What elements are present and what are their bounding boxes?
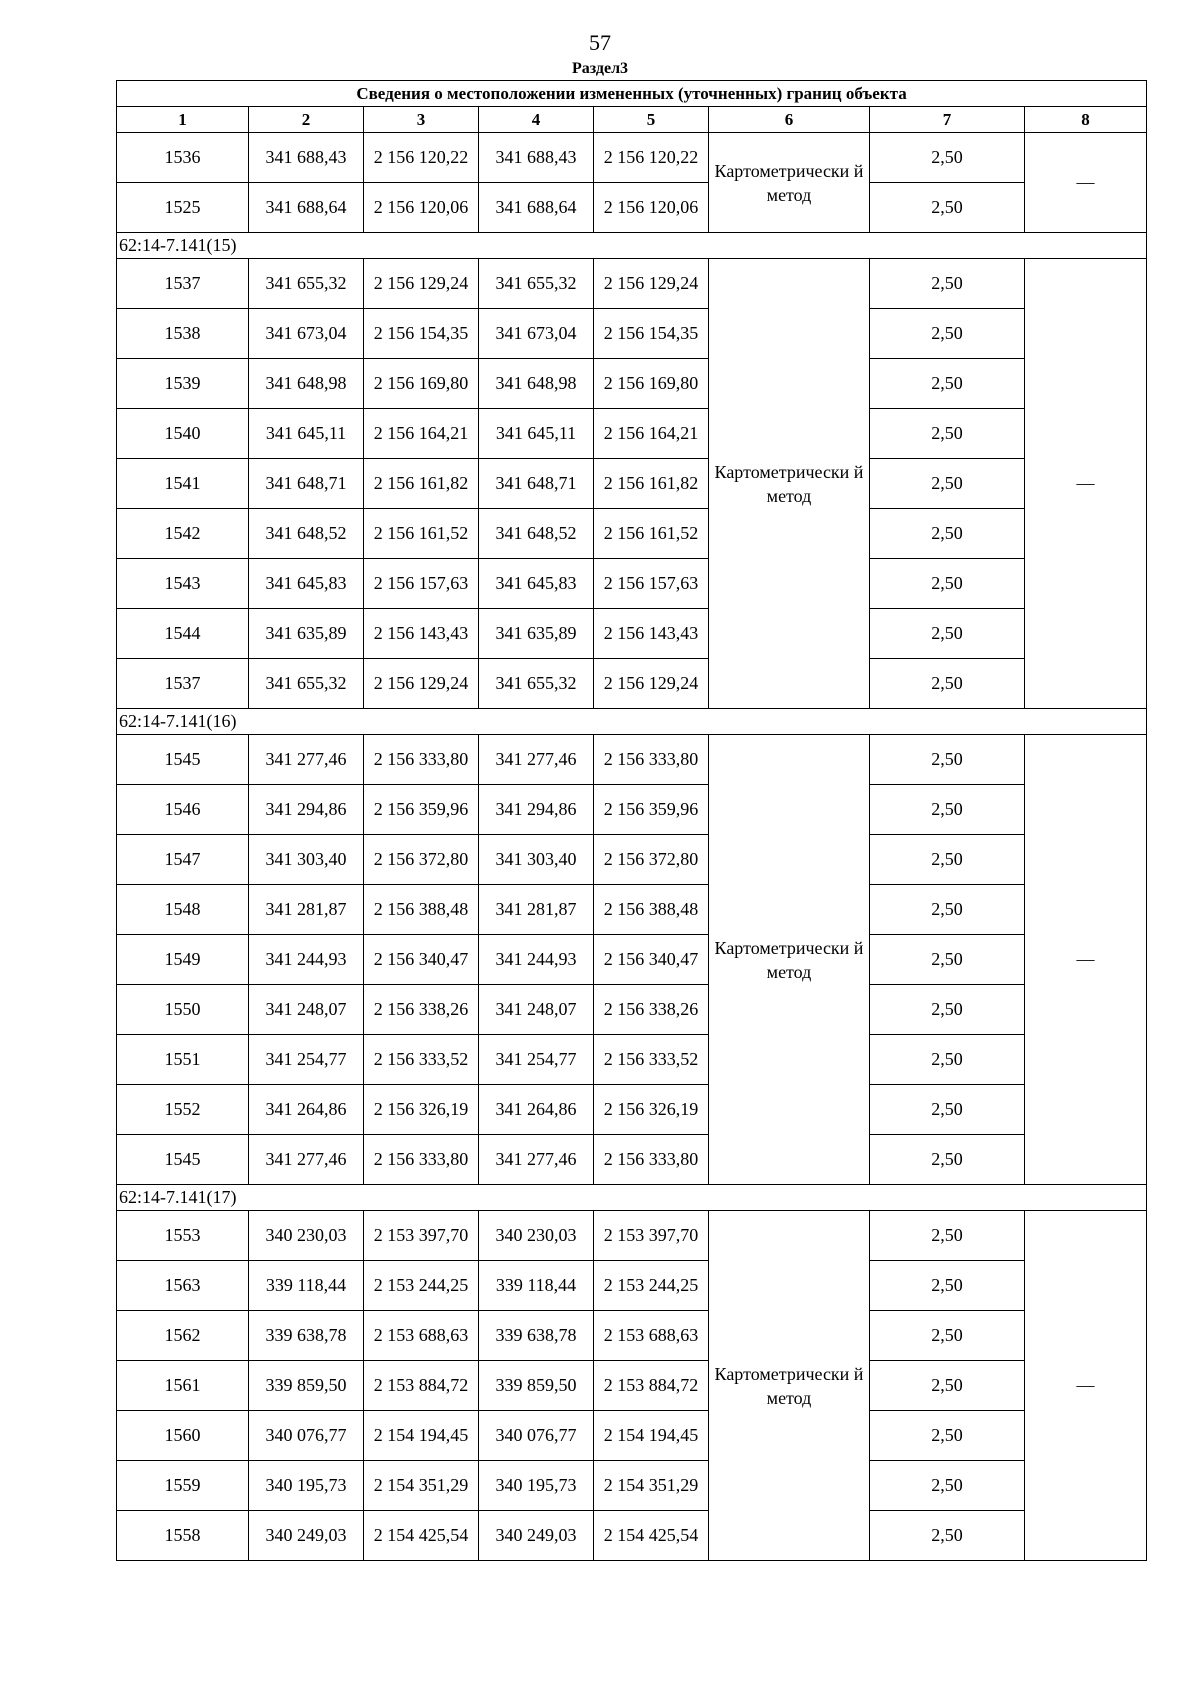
y-new: 2 156 164,21 bbox=[594, 409, 709, 459]
y-existing: 2 156 129,24 bbox=[364, 659, 479, 709]
x-existing: 341 648,52 bbox=[249, 509, 364, 559]
point-number: 1547 bbox=[117, 835, 249, 885]
x-new: 341 303,40 bbox=[479, 835, 594, 885]
point-number: 1548 bbox=[117, 885, 249, 935]
y-existing: 2 153 397,70 bbox=[364, 1211, 479, 1261]
table-row bbox=[117, 1361, 1147, 1411]
point-number: 1562 bbox=[117, 1311, 249, 1361]
y-new: 2 153 244,25 bbox=[594, 1261, 709, 1311]
accuracy: 2,50 bbox=[870, 985, 1025, 1035]
accuracy: 2,50 bbox=[870, 409, 1025, 459]
x-new: 341 655,32 bbox=[479, 259, 594, 309]
point-number: 1563 bbox=[117, 1261, 249, 1311]
y-new: 2 156 120,22 bbox=[594, 133, 709, 183]
y-new: 2 156 388,48 bbox=[594, 885, 709, 935]
method-cell: Картометрически й метод bbox=[709, 133, 870, 233]
group-label: 62:14-7.141(17) bbox=[117, 1185, 1147, 1211]
x-existing: 341 648,71 bbox=[249, 459, 364, 509]
x-existing: 341 645,83 bbox=[249, 559, 364, 609]
point-number: 1558 bbox=[117, 1511, 249, 1561]
column-number: 3 bbox=[364, 107, 479, 133]
x-new: 341 673,04 bbox=[479, 309, 594, 359]
x-new: 341 648,52 bbox=[479, 509, 594, 559]
accuracy: 2,50 bbox=[870, 735, 1025, 785]
x-existing: 341 244,93 bbox=[249, 935, 364, 985]
x-existing: 341 277,46 bbox=[249, 1135, 364, 1185]
y-new: 2 154 194,45 bbox=[594, 1411, 709, 1461]
table-row bbox=[117, 559, 1147, 609]
x-new: 341 688,43 bbox=[479, 133, 594, 183]
x-new: 340 195,73 bbox=[479, 1461, 594, 1511]
point-number: 1539 bbox=[117, 359, 249, 409]
y-new: 2 156 120,06 bbox=[594, 183, 709, 233]
point-number: 1552 bbox=[117, 1085, 249, 1135]
group-label: 62:14-7.141(15) bbox=[117, 233, 1147, 259]
x-existing: 340 230,03 bbox=[249, 1211, 364, 1261]
point-number: 1559 bbox=[117, 1461, 249, 1511]
y-new: 2 156 129,24 bbox=[594, 659, 709, 709]
y-existing: 2 153 688,63 bbox=[364, 1311, 479, 1361]
x-new: 341 244,93 bbox=[479, 935, 594, 985]
accuracy: 2,50 bbox=[870, 359, 1025, 409]
y-new: 2 156 338,26 bbox=[594, 985, 709, 1035]
y-existing: 2 156 129,24 bbox=[364, 259, 479, 309]
point-number: 1537 bbox=[117, 259, 249, 309]
point-number: 1546 bbox=[117, 785, 249, 835]
y-new: 2 156 372,80 bbox=[594, 835, 709, 885]
accuracy: 2,50 bbox=[870, 183, 1025, 233]
y-existing: 2 154 194,45 bbox=[364, 1411, 479, 1461]
column-number: 2 bbox=[249, 107, 364, 133]
table-row bbox=[117, 1135, 1147, 1185]
y-existing: 2 156 164,21 bbox=[364, 409, 479, 459]
x-existing: 341 673,04 bbox=[249, 309, 364, 359]
accuracy: 2,50 bbox=[870, 885, 1025, 935]
x-new: 341 648,98 bbox=[479, 359, 594, 409]
y-new: 2 156 161,52 bbox=[594, 509, 709, 559]
y-new: 2 156 326,19 bbox=[594, 1085, 709, 1135]
table-row bbox=[117, 1211, 1147, 1261]
accuracy: 2,50 bbox=[870, 835, 1025, 885]
table-row bbox=[117, 1085, 1147, 1135]
x-new: 340 230,03 bbox=[479, 1211, 594, 1261]
x-existing: 341 277,46 bbox=[249, 735, 364, 785]
group-label: 62:14-7.141(16) bbox=[117, 709, 1147, 735]
accuracy: 2,50 bbox=[870, 935, 1025, 985]
point-number: 1551 bbox=[117, 1035, 249, 1085]
accuracy: 2,50 bbox=[870, 509, 1025, 559]
table-row bbox=[117, 935, 1147, 985]
table-row bbox=[117, 609, 1147, 659]
point-number: 1544 bbox=[117, 609, 249, 659]
point-number: 1525 bbox=[117, 183, 249, 233]
y-new: 2 156 333,80 bbox=[594, 1135, 709, 1185]
y-existing: 2 156 326,19 bbox=[364, 1085, 479, 1135]
table-title: Сведения о местоположении измененных (уточненных) границ объекта bbox=[117, 81, 1147, 107]
group-row bbox=[117, 233, 1147, 259]
table-row bbox=[117, 359, 1147, 409]
table-row bbox=[117, 1511, 1147, 1561]
page-number: 57 bbox=[589, 30, 611, 55]
y-new: 2 153 688,63 bbox=[594, 1311, 709, 1361]
x-existing: 341 655,32 bbox=[249, 259, 364, 309]
y-new: 2 153 884,72 bbox=[594, 1361, 709, 1411]
x-existing: 341 635,89 bbox=[249, 609, 364, 659]
point-number: 1553 bbox=[117, 1211, 249, 1261]
accuracy: 2,50 bbox=[870, 309, 1025, 359]
y-new: 2 156 359,96 bbox=[594, 785, 709, 835]
table-row bbox=[117, 985, 1147, 1035]
boundary-table bbox=[116, 80, 1147, 1561]
table-row bbox=[117, 259, 1147, 309]
y-new: 2 153 397,70 bbox=[594, 1211, 709, 1261]
accuracy: 2,50 bbox=[870, 459, 1025, 509]
table-row bbox=[117, 735, 1147, 785]
description-cell: — bbox=[1025, 1211, 1147, 1561]
table-row bbox=[117, 309, 1147, 359]
description-cell: — bbox=[1025, 735, 1147, 1185]
x-existing: 341 688,43 bbox=[249, 133, 364, 183]
description-cell: — bbox=[1025, 259, 1147, 709]
y-new: 2 156 333,52 bbox=[594, 1035, 709, 1085]
x-existing: 339 118,44 bbox=[249, 1261, 364, 1311]
x-existing: 341 248,07 bbox=[249, 985, 364, 1035]
y-existing: 2 154 425,54 bbox=[364, 1511, 479, 1561]
x-new: 341 254,77 bbox=[479, 1035, 594, 1085]
x-new: 341 264,86 bbox=[479, 1085, 594, 1135]
accuracy: 2,50 bbox=[870, 1085, 1025, 1135]
table-row bbox=[117, 1035, 1147, 1085]
accuracy: 2,50 bbox=[870, 1311, 1025, 1361]
y-existing: 2 156 333,80 bbox=[364, 735, 479, 785]
x-new: 341 645,11 bbox=[479, 409, 594, 459]
x-existing: 341 294,86 bbox=[249, 785, 364, 835]
x-existing: 341 264,86 bbox=[249, 1085, 364, 1135]
y-existing: 2 156 169,80 bbox=[364, 359, 479, 409]
y-existing: 2 156 359,96 bbox=[364, 785, 479, 835]
accuracy: 2,50 bbox=[870, 259, 1025, 309]
x-new: 341 294,86 bbox=[479, 785, 594, 835]
table-row bbox=[117, 1411, 1147, 1461]
x-new: 339 118,44 bbox=[479, 1261, 594, 1311]
accuracy: 2,50 bbox=[870, 659, 1025, 709]
y-existing: 2 156 157,63 bbox=[364, 559, 479, 609]
y-existing: 2 156 333,80 bbox=[364, 1135, 479, 1185]
point-number: 1560 bbox=[117, 1411, 249, 1461]
table-row bbox=[117, 409, 1147, 459]
y-existing: 2 156 120,22 bbox=[364, 133, 479, 183]
point-number: 1549 bbox=[117, 935, 249, 985]
point-number: 1538 bbox=[117, 309, 249, 359]
y-existing: 2 156 120,06 bbox=[364, 183, 479, 233]
x-existing: 339 859,50 bbox=[249, 1361, 364, 1411]
y-new: 2 156 129,24 bbox=[594, 259, 709, 309]
method-cell: Картометрически й метод bbox=[709, 735, 870, 1185]
y-new: 2 156 161,82 bbox=[594, 459, 709, 509]
table-row bbox=[117, 459, 1147, 509]
y-existing: 2 156 372,80 bbox=[364, 835, 479, 885]
table-row bbox=[117, 1261, 1147, 1311]
x-existing: 341 281,87 bbox=[249, 885, 364, 935]
table-body bbox=[117, 81, 1147, 1561]
section-title: Раздел3 bbox=[571, 60, 629, 77]
y-new: 2 156 157,63 bbox=[594, 559, 709, 609]
accuracy: 2,50 bbox=[870, 1035, 1025, 1085]
y-new: 2 154 425,54 bbox=[594, 1511, 709, 1561]
y-existing: 2 153 884,72 bbox=[364, 1361, 479, 1411]
point-number: 1537 bbox=[117, 659, 249, 709]
y-existing: 2 156 333,52 bbox=[364, 1035, 479, 1085]
point-number: 1543 bbox=[117, 559, 249, 609]
y-existing: 2 156 340,47 bbox=[364, 935, 479, 985]
column-number: 4 bbox=[479, 107, 594, 133]
y-existing: 2 156 388,48 bbox=[364, 885, 479, 935]
point-number: 1541 bbox=[117, 459, 249, 509]
column-number: 5 bbox=[594, 107, 709, 133]
group-row bbox=[117, 1185, 1147, 1211]
y-existing: 2 156 338,26 bbox=[364, 985, 479, 1035]
accuracy: 2,50 bbox=[870, 1411, 1025, 1461]
y-existing: 2 153 244,25 bbox=[364, 1261, 479, 1311]
y-existing: 2 156 143,43 bbox=[364, 609, 479, 659]
point-number: 1545 bbox=[117, 1135, 249, 1185]
table-row bbox=[117, 1311, 1147, 1361]
y-new: 2 156 333,80 bbox=[594, 735, 709, 785]
x-existing: 341 303,40 bbox=[249, 835, 364, 885]
method-cell: Картометрически й метод bbox=[709, 259, 870, 709]
point-number: 1545 bbox=[117, 735, 249, 785]
column-number: 7 bbox=[870, 107, 1025, 133]
accuracy: 2,50 bbox=[870, 609, 1025, 659]
x-new: 339 859,50 bbox=[479, 1361, 594, 1411]
table-row bbox=[117, 835, 1147, 885]
accuracy: 2,50 bbox=[870, 1261, 1025, 1311]
x-existing: 340 195,73 bbox=[249, 1461, 364, 1511]
accuracy: 2,50 bbox=[870, 1511, 1025, 1561]
table-row bbox=[117, 509, 1147, 559]
point-number: 1542 bbox=[117, 509, 249, 559]
x-existing: 340 076,77 bbox=[249, 1411, 364, 1461]
accuracy: 2,50 bbox=[870, 1461, 1025, 1511]
description-cell: — bbox=[1025, 133, 1147, 233]
column-number: 6 bbox=[709, 107, 870, 133]
y-existing: 2 156 154,35 bbox=[364, 309, 479, 359]
x-new: 341 648,71 bbox=[479, 459, 594, 509]
y-existing: 2 156 161,82 bbox=[364, 459, 479, 509]
group-row bbox=[117, 709, 1147, 735]
y-existing: 2 156 161,52 bbox=[364, 509, 479, 559]
y-new: 2 156 169,80 bbox=[594, 359, 709, 409]
table-row bbox=[117, 1461, 1147, 1511]
accuracy: 2,50 bbox=[870, 1211, 1025, 1261]
x-new: 340 249,03 bbox=[479, 1511, 594, 1561]
column-number-row bbox=[117, 107, 1147, 133]
accuracy: 2,50 bbox=[870, 785, 1025, 835]
table-row bbox=[117, 785, 1147, 835]
x-existing: 341 688,64 bbox=[249, 183, 364, 233]
x-existing: 341 648,98 bbox=[249, 359, 364, 409]
x-new: 341 248,07 bbox=[479, 985, 594, 1035]
x-existing: 341 254,77 bbox=[249, 1035, 364, 1085]
y-new: 2 154 351,29 bbox=[594, 1461, 709, 1511]
accuracy: 2,50 bbox=[870, 559, 1025, 609]
table-row bbox=[117, 885, 1147, 935]
x-existing: 340 249,03 bbox=[249, 1511, 364, 1561]
point-number: 1550 bbox=[117, 985, 249, 1035]
accuracy: 2,50 bbox=[870, 133, 1025, 183]
x-new: 341 277,46 bbox=[479, 1135, 594, 1185]
x-new: 341 655,32 bbox=[479, 659, 594, 709]
accuracy: 2,50 bbox=[870, 1135, 1025, 1185]
y-new: 2 156 154,35 bbox=[594, 309, 709, 359]
table-row bbox=[117, 183, 1147, 233]
accuracy: 2,50 bbox=[870, 1361, 1025, 1411]
x-existing: 341 645,11 bbox=[249, 409, 364, 459]
x-existing: 341 655,32 bbox=[249, 659, 364, 709]
point-number: 1561 bbox=[117, 1361, 249, 1411]
table-row bbox=[117, 133, 1147, 183]
y-new: 2 156 340,47 bbox=[594, 935, 709, 985]
y-existing: 2 154 351,29 bbox=[364, 1461, 479, 1511]
x-existing: 339 638,78 bbox=[249, 1311, 364, 1361]
column-number: 1 bbox=[117, 107, 249, 133]
x-new: 341 645,83 bbox=[479, 559, 594, 609]
x-new: 339 638,78 bbox=[479, 1311, 594, 1361]
point-number: 1540 bbox=[117, 409, 249, 459]
x-new: 341 635,89 bbox=[479, 609, 594, 659]
x-new: 341 281,87 bbox=[479, 885, 594, 935]
table-title-row bbox=[117, 81, 1147, 107]
point-number: 1536 bbox=[117, 133, 249, 183]
table-row bbox=[117, 659, 1147, 709]
y-new: 2 156 143,43 bbox=[594, 609, 709, 659]
x-new: 340 076,77 bbox=[479, 1411, 594, 1461]
method-cell: Картометрически й метод bbox=[709, 1211, 870, 1561]
x-new: 341 277,46 bbox=[479, 735, 594, 785]
x-new: 341 688,64 bbox=[479, 183, 594, 233]
column-number: 8 bbox=[1025, 107, 1147, 133]
